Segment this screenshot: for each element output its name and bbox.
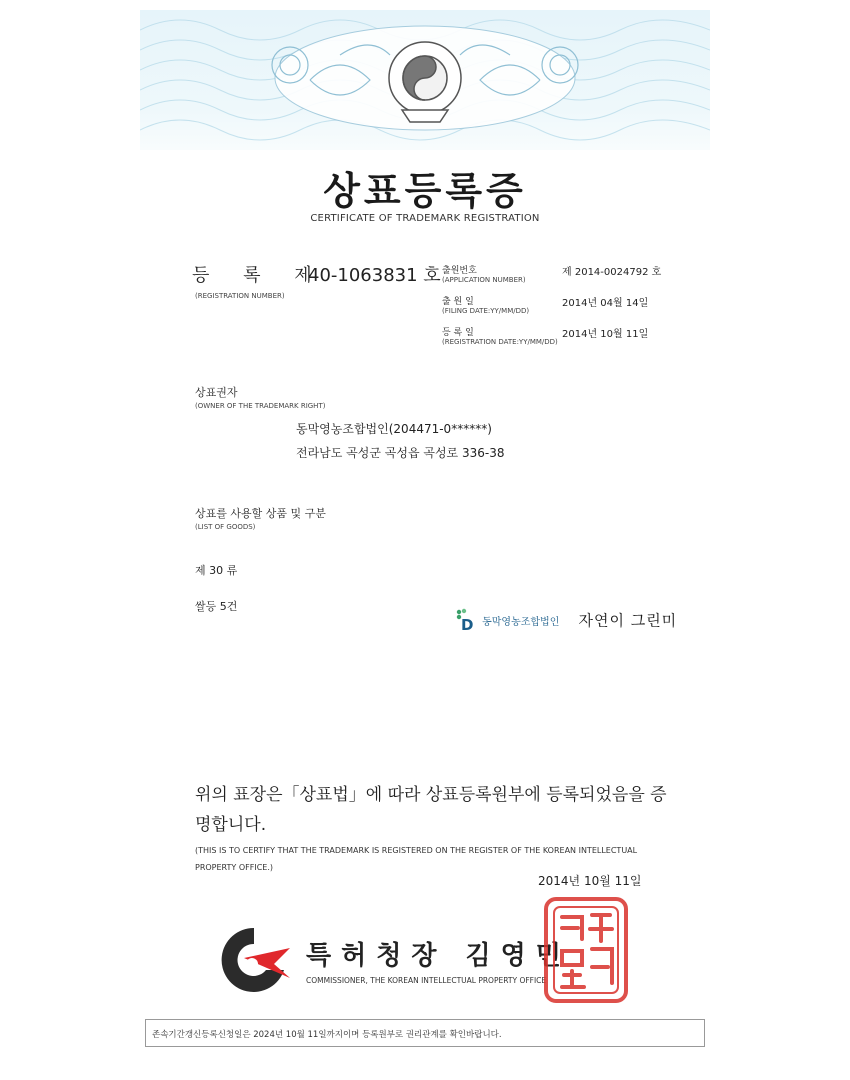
document-subtitle: CERTIFICATE OF TRADEMARK REGISTRATION xyxy=(310,213,540,224)
filing-date-label-en: (FILING DATE:YY/MM/DD) xyxy=(442,307,530,315)
owner-name: 동막영농조합법인(204471-0******) xyxy=(296,422,492,436)
commissioner-title: 특허청장 김영민 xyxy=(306,941,571,971)
registration-date-label: 등 록 일 xyxy=(442,328,474,338)
kipo-logo-icon xyxy=(214,920,294,1004)
goods-class: 제 30 류 xyxy=(195,564,238,577)
certification-statement-en: (THIS IS TO CERTIFY THAT THE TRADEMARK IS REGISTERED ON THE REGISTER OF THE KOREAN INTELLECTUAL PROPERTY OFFICE.) xyxy=(195,846,638,872)
owner-address: 전라남도 곡성군 곡성읍 곡성로 336-38 xyxy=(296,446,505,460)
registration-label-en: (REGISTRATION NUMBER) xyxy=(195,292,285,300)
owner-label: 상표권자 xyxy=(195,386,238,399)
official-seal-stamp xyxy=(542,895,630,1009)
certification-statement: 위의 표장은「상표법」에 따라 상표등록원부에 등록되었음을 증명합니다. xyxy=(195,785,667,835)
organization-logo-icon xyxy=(455,608,477,632)
goods-items: 쌀등 5건 xyxy=(195,600,238,613)
application-number-value: 제 2014-0024792 호 xyxy=(562,267,662,278)
owner-label-en: (OWNER OF THE TRADEMARK RIGHT) xyxy=(195,402,326,410)
document-title: 상표등록증 xyxy=(323,169,527,213)
trademark-sample xyxy=(455,608,677,632)
application-number-label: 출원번호 xyxy=(442,266,477,276)
filing-date-label: 출 원 일 xyxy=(442,297,474,307)
application-number-label-en: (APPLICATION NUMBER) xyxy=(442,276,526,284)
commissioner-title-en: COMMISSIONER, THE KOREAN INTELLECTUAL PROPERTY OFFICE xyxy=(306,976,547,985)
trademark-organization-text: 동막영농조합법인 xyxy=(482,616,560,628)
issue-date: 2014년 10월 11일 xyxy=(538,874,642,888)
filing-date-value: 2014년 04월 14일 xyxy=(562,298,649,309)
registration-number: 40-1063831 호 xyxy=(308,265,441,286)
footer-notice: 존속기간갱신등록신청일은 2024년 10월 11일까지이며 등록원부로 권리관계를 확인바랍니다. xyxy=(152,1030,502,1040)
goods-label: 상표를 사용할 상품 및 구분 xyxy=(195,507,326,520)
svg-text:D: D xyxy=(461,616,474,632)
emblem-banner xyxy=(140,10,710,150)
registration-date-label-en: (REGISTRATION DATE:YY/MM/DD) xyxy=(442,338,558,346)
trademark-mark-name: 자연이 그린미 xyxy=(578,611,678,630)
goods-label-en: (LIST OF GOODS) xyxy=(195,523,256,531)
registration-label: 등 록 제 xyxy=(192,265,326,286)
ornament-pattern xyxy=(140,10,710,150)
registration-date-value: 2014년 10월 11일 xyxy=(562,329,649,340)
footer-notice-box xyxy=(145,1019,705,1047)
